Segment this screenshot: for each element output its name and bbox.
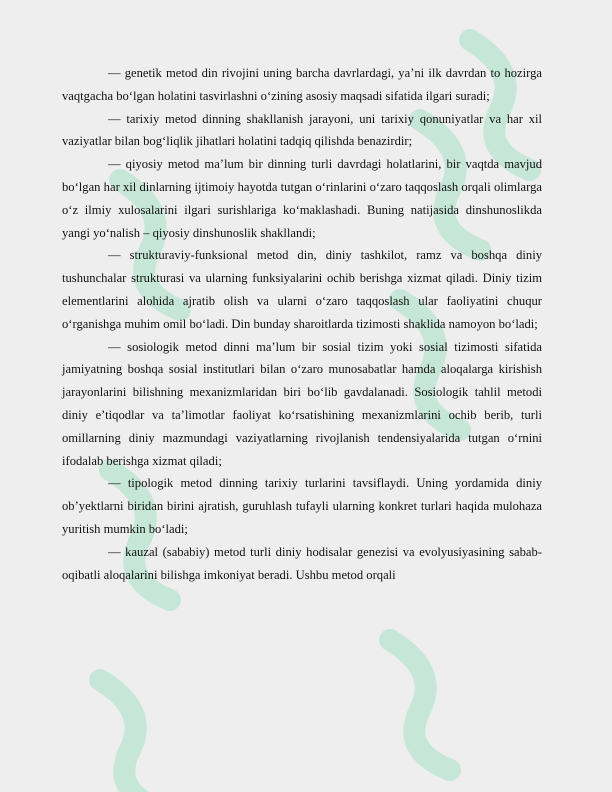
paragraph-structural-functional-method: — strukturaviy-funksional metod din, diniy tashkilot, ramz va boshqa diniy tushunchalar strukturasi va ularning funksiyalarini ochib berishga xizmat qiladi. Diniy tizim elementlarini alohida ajratib olish va ularni o‘zaro taqqoslash ular faoliyatini chuqur o‘rganishga muhim omil bo‘ladi. Din bunday sharoitlarda tizimosti shaklida namoyon bo‘ladi; [62,248,542,331]
paragraph-comparative-method: — qiyosiy metod ma’lum bir dinning turli davrdagi holatlarini, bir vaqtda mavjud bo‘lgan har xil dinlarning ijtimoiy hayotda tutgan o‘rinlarini o‘zaro taqqoslash orqali olimlarga o‘z ilmiy xulosalarini ilgari surishlariga ko‘maklashadi. Buning natijasida dinshunoslikda yangi yo‘nalish – qiyosiy dinshunoslik shakllandi; [62,157,542,240]
paragraph-causal-method: — kauzal (sababiy) metod turli diniy hodisalar genezisi va evolyusiyasining sabab-oqibatli aloqalarini bilishga imkoniyat beradi. Ushbu metod orqali [62,544,542,582]
body-text [62,62,542,586]
paragraph-sociological-method: — sosiologik metod dinni ma’lum bir sosial tizim yoki sosial tizimosti sifatida jamiyatning boshqa sosial institutlari bilan o‘zaro munosabatlar hamda aloqalarga kirishish jarayonlarini bilishning mexanizmlaridan biri bo‘lib gavdalanadi. Sosiologik tahlil metodi diniy e’tiqodlar va ta’limotlar faoliyat ko‘rsatishining mexanizmlarini ochib berib, turli omillarning diniy mazmundagi vaziyatlarning rivojlanish tendensiyalarida tutgan o‘rnini ifodalab berishga xizmat qiladi; [62,339,542,468]
paragraph-typological-method: — tipologik metod dinning tarixiy turlarini tavsiflaydi. Uning yordamida diniy ob’yektlarni biridan birini ajratish, guruhlash tufayli ularning konkret turlari haqida mulohaza yuritish mumkin bo‘ladi; [62,476,542,536]
paragraph-genetic-method: — genetik metod din rivojini uning barcha davrlardagi, ya’ni ilk davrdan to hozirga vaqtgacha bo‘lgan holatini tasvirlashni o‘zining asosiy maqsadi sifatida ilgari suradi; [62,66,542,103]
paragraph-historical-method: — tarixiy metod dinning shakllanish jarayoni, uni tarixiy qonuniyatlar va har xil vaziyatlar bilan bog‘liqlik jihatlari holatini tadqiq qilishda benazirdir; [62,111,542,149]
